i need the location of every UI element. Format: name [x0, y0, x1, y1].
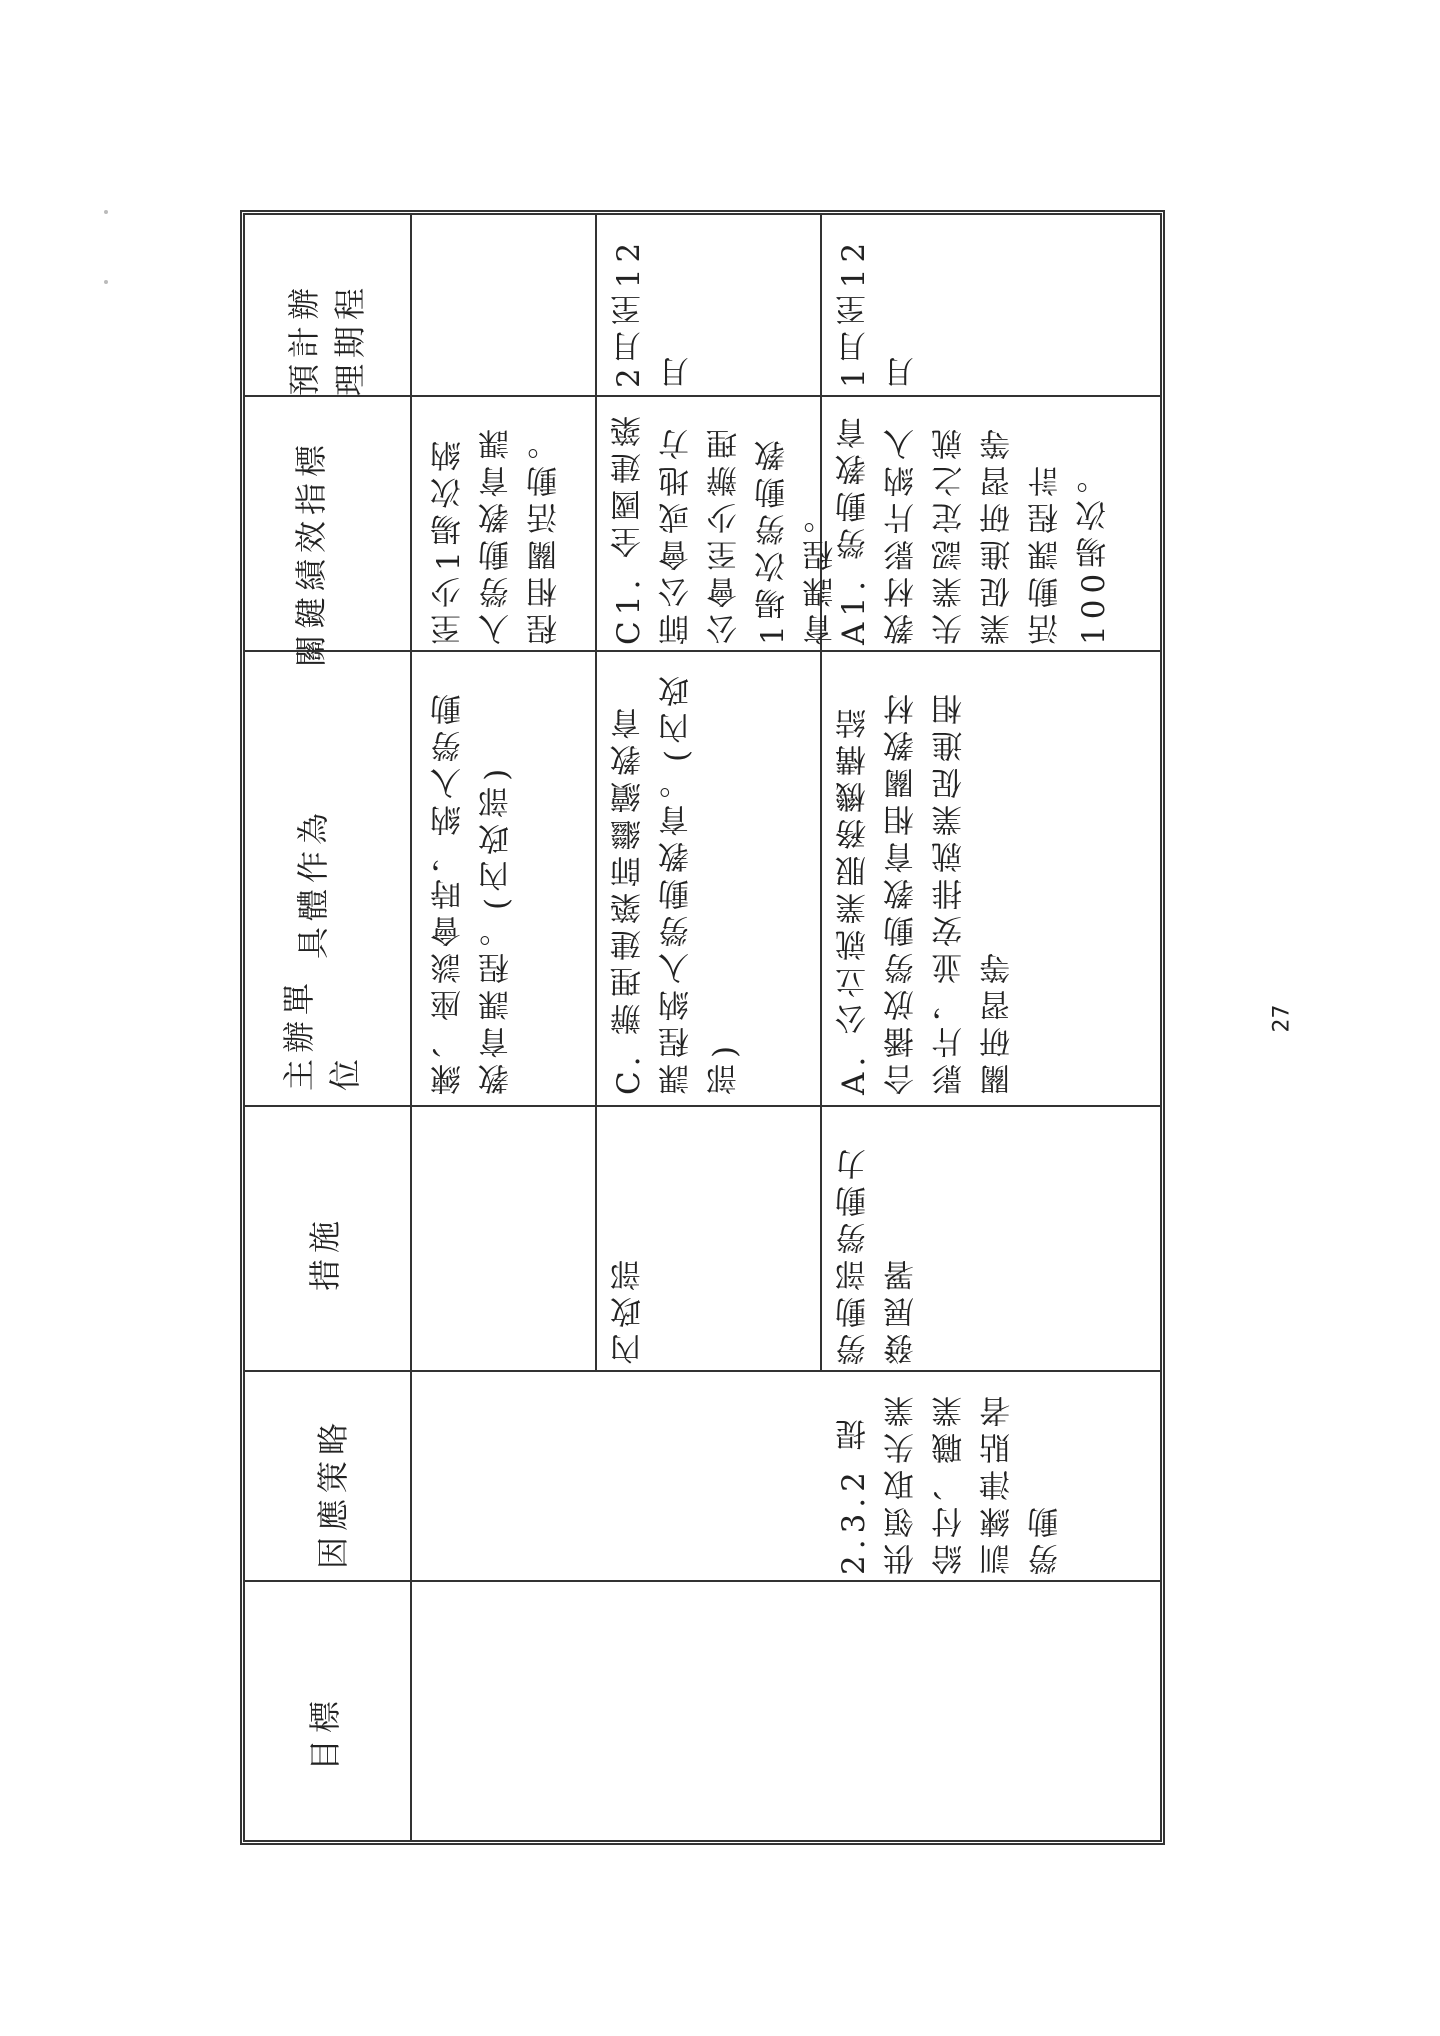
plan-table — [240, 210, 1165, 1845]
row-sep-1 — [595, 215, 597, 1370]
row2-unit: 內政部 — [611, 1254, 647, 1365]
row3-measure: 2.3.2 提供領取失業給付、職業訓練津貼者勞動 — [836, 1390, 1065, 1575]
header-unit: 主辦單位 — [280, 976, 364, 1091]
row2-action: C. 辦理建築師繼續教育課程納入勞動教育。(內政部) — [611, 669, 744, 1095]
row2-kpi: C1. 全國建築師公會或地方公會至少辦理1場次勞動教育課程。 — [611, 409, 840, 645]
row1-action: 練、座談會時，納入勞動教育課程。(內政部) — [431, 688, 516, 1095]
row1-kpi: 至少1場次納入勞動教育課程相關活動。 — [431, 423, 564, 645]
scan-speck — [104, 210, 108, 214]
col-sep-4 — [245, 1370, 1160, 1372]
row3-action: A. 公立就業服務機構結合播放勞動教育相關教材影片，並安排就業促進相關研習等 — [836, 688, 1017, 1095]
header-schedule: 預計辦理期程 — [285, 281, 369, 396]
header-measure: 措施 — [306, 1214, 345, 1292]
col-sep-3 — [245, 1105, 1160, 1107]
col-sep-1 — [245, 395, 1160, 397]
row2-schedule: 2月至12月 — [611, 236, 696, 388]
scan-speck — [104, 280, 108, 284]
row-sep-header — [410, 215, 412, 1840]
page-number: 27 — [1269, 1004, 1295, 1033]
row-sep-2 — [820, 215, 822, 1370]
row3-unit: 勞動部勞動力發展署 — [836, 1143, 921, 1365]
header-action: 具體作為 — [294, 806, 333, 960]
col-sep-5 — [245, 1580, 1160, 1582]
header-kpi: 關鍵績效指標 — [292, 438, 331, 668]
header-goal: 目標 — [306, 1694, 345, 1772]
header-strategy: 因應策略 — [314, 1416, 353, 1570]
col-sep-2 — [245, 650, 1160, 652]
row3-kpi: A1. 勞動教育教材影片納入失業認定之就業促進研習等活動課程計100場次。 — [836, 411, 1113, 645]
row3-schedule: 1月至12月 — [836, 236, 921, 388]
